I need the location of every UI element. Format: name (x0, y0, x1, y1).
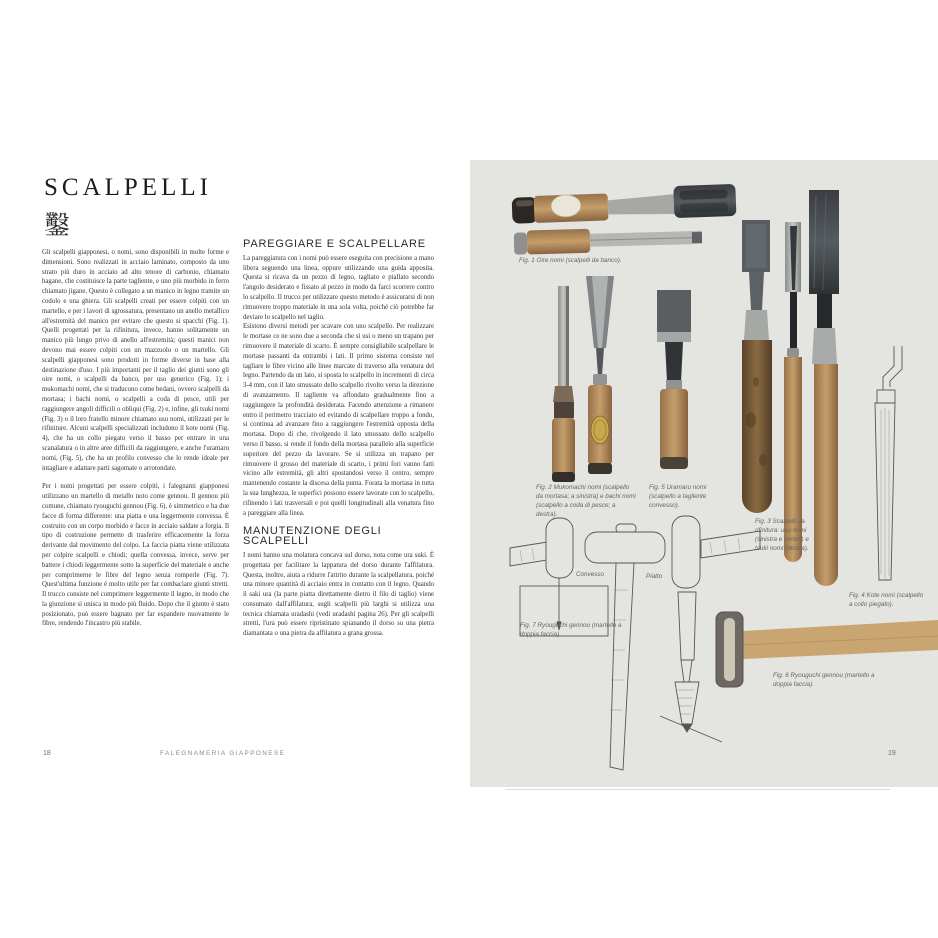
section-heading: PAREGGIARE E SCALPELLARE (243, 238, 426, 250)
fig2-photo (552, 276, 614, 482)
page-number-left: 18 (43, 750, 51, 757)
fig1-photo (511, 184, 736, 255)
paragraph: I nomi hanno una molatura concava sul dorso, nota come ura suki. È progettata per facilitare la lappatura del dorso durante l'affilatura. Questa, inoltre, aiuta a ridurre l'attrito durante la scalpellatura, poiché una minore quantità di acciaio entra in contatto con il legno. Quando il saki ura (la parte piatta direttamente dietro il filo di taglio) viene consumato dall'affilatura, sugli scalpelli più larghi si utilizza una tecnica chiamata uradashi (vedi uradashi pagina 26). Per gli scalpelli stretti, l'ura può essere ripristinato spianando il dorso su una pietra diamantata o una pietra da affilatura a grana grossa. (243, 551, 434, 638)
fig5-photo (657, 290, 691, 469)
page-number-right: 19 (888, 750, 896, 757)
fig5-caption: Fig. 5 Uramaru nomi (scalpello a tagliente convesso). (649, 484, 707, 509)
fig2-caption: Fig. 2 Mukomachi nomi (scalpello da mortasa; a sinistra) e bachi nomi (scalpello a coda di pesce; a destra). (536, 484, 636, 518)
convesso-label: Convesso (576, 571, 605, 578)
text-column-2 (243, 240, 434, 639)
fig1-caption: Fig. 1 Oire nomi (scalpelli da banco). (519, 257, 622, 264)
running-title: FALEGNAMERIA GIAPPONESE (160, 750, 286, 757)
tools-illustration (470, 160, 938, 787)
fig3-caption: Fig. 3 Scalpelli da rifinitura: usu nomi (sinistra e centro) e tsuki nomi (destra). (755, 518, 809, 552)
section-heading: MANUTENZIONE DEGLI SCALPELLI (243, 525, 382, 548)
fig4-drawing (875, 346, 902, 580)
paragraph: La pareggiatura con i nomi può essere eseguita con precisione a mano libera seguendo una linea, oppure utilizzando una guida apposita. Questa si ricava da un pezzo di legno, tagliato e piallato secondo l'angolo desiderato e fissato al pezzo in modo da farci scorrere contro lo scalpello. Il trucco per utilizzare questo metodo è assicurarsi di non rimuovere troppo materiale in una sola volta, poiché ciò potrebbe far deviare lo scalpello nel taglio. (243, 254, 434, 321)
chapter-kanji: 鑿 (44, 211, 71, 240)
fig6-caption: Fig. 6 Ryouguchi gennou (martello a doppia faccia). (773, 672, 875, 688)
right-page (470, 160, 938, 787)
paragraph: Per i nomi progettati per essere colpiti, i falegnami giapponesi utilizzano un martello di metallo noto come gennou. Il gennou più comune, chiamato ryouguchi gennou (Fig. 6), è simmetrico e ha due facce di forma differente: una piatta e una leggermente convessa. È costruito con un corpo morbido e facce in acciaio saldate a forgia. Il tipo di costruzione permette di trasferire efficacemente la forza derivante dal movimento del colpo. La faccia piatta viene utilizzata per colpire scalpelli e chiodi; quella convessa, invece, serve per battere i chiodi leggermente sotto la superficie del materiale e anche per comprimerne le fibre del legno senza romperle (Fig. 7). Quest'ultima funzione è molto utile per far combaciare giunti stretti. Il trucco consiste nel comprimere leggermente il legno, in modo che la giunzione si unisca in modo più fluido. Dopo che il giunto è stato posizionato, può essere bagnato per far espandere nuovamente le fibre, rendendo l'incastro più stabile. (42, 483, 229, 628)
fig4-caption: Fig. 4 Kote nomi (scalpello a collo piegato). (849, 592, 924, 608)
paragraph: Gli scalpelli giapponesi, o nomi, sono disponibili in molte forme e dimensioni. Sono realizzati in acciaio laminato, composto da uno strato più duro in acciaio ad alto tenore di carbonio, chiamato hagane, che costituisce la parte tagliente, e uno più morbido in ferro chiamato jigane. Questo è collegato a un manico in legno tramite un codolo e una ghiera. Gli scalpelli creati per essere colpiti con un martello, e per i lavori di sgrossatura, presentano un anello metallico all'estremità del manico per evitare che questo si spacchi (Fig. 1). Quelli progettati per la rifinitura, invece, hanno solitamente un manico più lungo privo di anello all'estremità; questi manici non devono mai essere colpiti con un mazzuolo o un martello. Gli scalpelli giapponesi sono prodotti in forme diverse in base alla destinazione d'uso. I più importanti per il taglio dei giunti sono gli oire nomi, o scalpelli da banco, per uso generico (Fig. 1); i mukomachi nomi, che si traducono come bedani, ovvero scalpelli da mortasa; i bachi nomi, o scalpelli a coda di pesce, utili per raggiungere angoli difficili o obliqui (Fig. 2) e, infine, gli tsuki nomi (Fig. 3) o il loro fratello minore chiamato usu nomi, utilizzati per le rifiniture. Alcuni scalpelli specializzati includono il kote nomi (Fig. 4), che ha un collo piegato verso il basso per entrare in una scanalatura o in altre aree difficili da raggiungere, e anche l'uramaru nomi, (Fig. 5), che ha un profilo convesso che lo rende ideale per intagliare e adattare parti sagomate o arrotondate. (42, 249, 229, 472)
chapter-title: SCALPELLI (44, 174, 212, 201)
fig7-caption: Fig. 7 Ryouguchi gennou (martello a doppia faccia). (520, 622, 622, 638)
paragraph: Esistono diversi metodi per scavare con uno scalpello. Per realizzare le mortase ce ne sono due a seconda che si usi o meno un trapano per rimuovere il materiale di scarto. È sempre consigliabile scalpellare le mortase passanti da entrambi i lati. Il primo sistema consiste nel tagliare le fibre vicino alle linee marcate di traverso alla venatura del legno. Partendo da un lato, si sposta lo scalpello in incrementi di circa 3-4 mm, con il lato smussato dello scalpello rivolto verso la direzione di avanzamento. Il tagliente va affondato gradualmente fino a raggiungere la profondità desiderata. Facendo attenzione a rimanere entro il perimetro tracciato ed evitando di scalpellare troppo a fondo, si continua ad avanzare fino a raggiungere l'estremità opposta della mortasa. Dopo di che, rivolgendo il lato smussato dello scalpello verso il basso, si rende il fondo della mortasa parallelo alla superficie superiore del pezzo da lavorare. Se si utilizza un trapano per rimuovere il grosso del materiale di scarto, i primi fori vanno fatti vicino alle estremità, gli altri spostandosi verso il centro, sempre mantenendo costante la discesa della punta. Forata la mortasa in tutta la sua lunghezza, le superfici possono essere lavorate con lo scalpello, rifinendo i lati trasversali e poi quelli longitudinali alla venatura fino a pareggiare alla linea. (243, 323, 434, 517)
text-column-1 (42, 248, 229, 638)
page-edge-shadow (505, 789, 890, 790)
piatto-label: Piatto (646, 573, 663, 580)
